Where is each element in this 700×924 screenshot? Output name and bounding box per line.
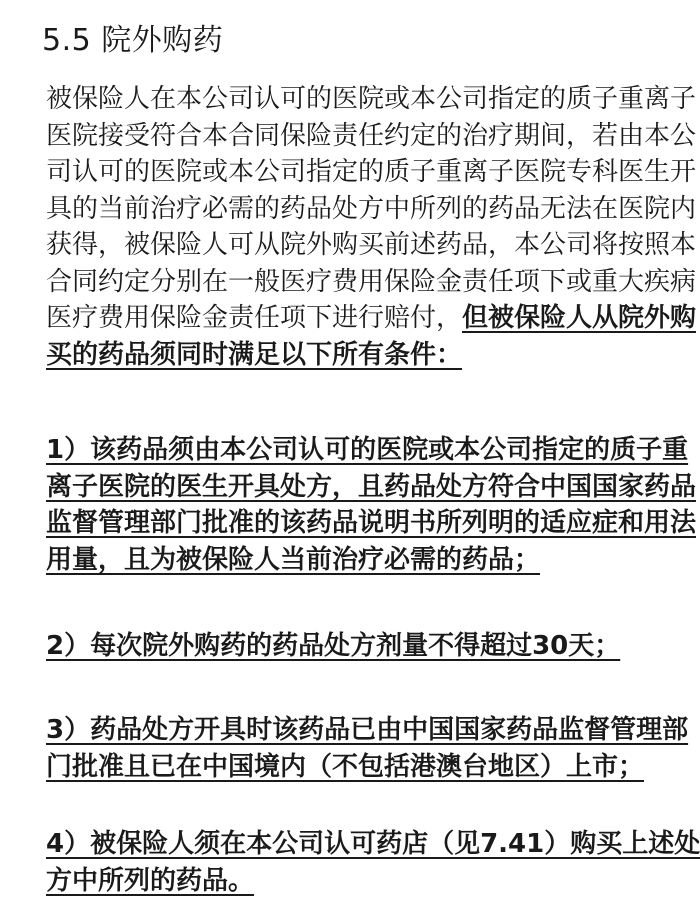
condition-line: 4）被保险人须在本公司认可药店（见7.41）购买上述处 (46, 829, 700, 859)
intro-line: 医院接受符合本合同保险责任约定的治疗期间，若由本公 (46, 120, 697, 151)
condition-line: 监督管理部门批准的该药品说明书所列明的适应症和用法 (46, 508, 697, 538)
intro-line: 获得，被保险人可从院外购买前述药品，本公司将按照本 (46, 230, 697, 260)
condition-2 (46, 628, 666, 665)
condition-line: 门批准且已在中国境内（不包括港澳台地区）上市； (46, 751, 645, 782)
intro-line: 合同约定分别在一般医疗费用保险金责任项下或重大疾病 (46, 266, 697, 297)
condition-line: 3）药品处方开具时该药品已由中国国家药品监督管理部 (46, 715, 689, 745)
intro-line: 司认可的医院或本公司指定的质子重离子医院专科医生开 (46, 157, 697, 187)
condition-4 (46, 826, 700, 899)
intro-paragraph (46, 81, 697, 373)
condition-line: 1）该药品须由本公司认可的医院或本公司指定的质子重 (46, 435, 689, 465)
intro-line-underlined-part: 但被保险人从院外购 (462, 303, 697, 333)
intro-line: 具的当前治疗必需的药品处方中所列的药品无法在医院内 (46, 193, 697, 224)
intro-line-plain-part: 医疗费用保险金责任项下进行赔付， (46, 303, 463, 333)
intro-line-underlined: 买的药品须同时满足以下所有条件： (46, 339, 463, 370)
condition-3 (46, 712, 689, 785)
intro-line-mixed (46, 300, 697, 337)
condition-line: 方中所列的药品。 (46, 865, 255, 896)
intro-line: 被保险人在本公司认可的医院或本公司指定的质子重离子 (46, 84, 697, 114)
section-heading: 5.5 院外购药 (42, 23, 224, 58)
condition-line: 离子医院的医生开具处方，且药品处方符合中国国家药品 (46, 471, 697, 502)
condition-line: 用量，且为被保险人当前治疗必需的药品； (46, 544, 541, 575)
condition-line: 2）每次院外购药的药品处方剂量不得超过30天； (46, 631, 621, 661)
condition-1 (46, 432, 697, 578)
